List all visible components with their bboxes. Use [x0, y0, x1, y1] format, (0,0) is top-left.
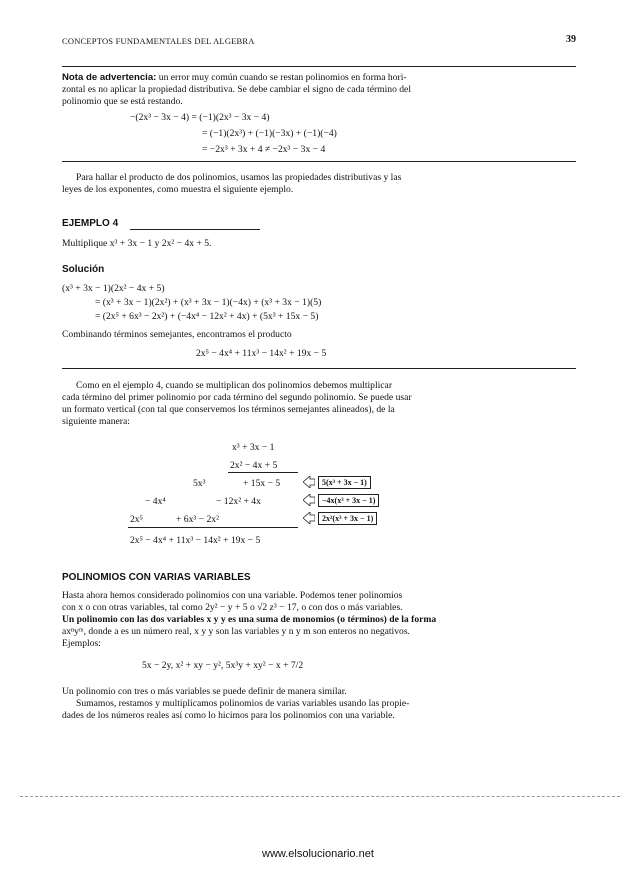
solution-heading: Solución: [62, 264, 105, 275]
scan-edge-line: [20, 796, 620, 797]
solution-line-1: (x³ + 3x − 1)(2x² − 4x + 5): [62, 283, 165, 294]
footer-url[interactable]: www.elsolucionario.net: [262, 848, 374, 860]
note-line-3: polinomio que se está restando.: [62, 96, 183, 107]
vertical-p1: Como en el ejemplo 4, cuando se multiplican dos polinomios debemos multiplicar: [76, 380, 393, 391]
vm-row-5b: + 6x³ − 2x²: [176, 514, 219, 525]
multi-l6: Un polinomio con tres o más variables se puede definir de manera similar.: [62, 686, 347, 697]
multi-examples: 5x − 2y, x² + xy − y², 5x³y + xy² − x + 7/2: [142, 660, 304, 671]
vm-row-4b: − 12x² + 4x: [216, 496, 261, 507]
note-eq-3: = −2x³ + 3x + 4 ≠ −2x³ − 3x − 4: [202, 144, 326, 155]
annotation-box-2: −4x(x³ + 3x − 1): [318, 494, 379, 507]
vertical-p2: cada término del primer polinomio por cada término del segundo polinomio. Se puede usar: [62, 392, 412, 403]
note-top-rule: [62, 66, 576, 67]
vm-row-3b: + 15x − 5: [243, 478, 281, 489]
multi-heading: POLINOMIOS CON VARIAS VARIABLES: [62, 572, 251, 583]
vm-row-6: 2x⁵ − 4x⁴ + 11x³ − 14x² + 19x − 5: [130, 535, 261, 546]
product-intro: [62, 172, 582, 196]
example-title: EJEMPLO 4: [62, 218, 119, 229]
vm-row-4a: − 4x⁴: [145, 496, 166, 507]
running-header: CONCEPTOS FUNDAMENTALES DEL ALGEBRA: [62, 36, 255, 46]
vertical-p3: un formato vertical (con tal que conservemos los términos semejantes alineados), de la: [62, 404, 395, 415]
vm-row-2: 2x² − 4x + 5: [230, 460, 278, 471]
note-line-2: zontal es no aplicar la propiedad distributiva. Se debe cambiar el signo de cada término del: [62, 84, 411, 95]
product-result: 2x⁵ − 4x⁴ + 11x³ − 14x² + 19x − 5: [196, 348, 327, 359]
multi-l5: Ejemplos:: [62, 638, 101, 649]
example-bottom-rule: [62, 368, 576, 369]
product-intro-line-2: leyes de los exponentes, como muestra el siguiente ejemplo.: [62, 184, 294, 195]
example-statement: Multiplique x³ + 3x − 1 y 2x² − 4x + 5.: [62, 238, 212, 249]
multi-paragraph: [62, 590, 582, 650]
note-block: [62, 72, 582, 108]
vm-rule-2: [128, 527, 298, 528]
multi-l2: con x o con otras variables, tal como 2y² − y + 5 o √2 z³ − 17, o con dos o más variables.: [62, 602, 403, 613]
product-intro-line-1: Para hallar el producto de dos polinomios, usamos las propiedades distributivas y las: [76, 172, 402, 183]
example-title-rule: [130, 229, 260, 230]
multi-l3: Un polinomio con las dos variables x y y es una suma de monomios (o términos) de la forma: [62, 614, 437, 625]
vertical-p4: siguiente manera:: [62, 416, 130, 427]
multi-closing: [62, 686, 582, 722]
arrow-left-icon: [303, 512, 315, 524]
vm-row-5a: 2x⁵: [130, 514, 143, 525]
note-bottom-rule: [62, 161, 576, 162]
vm-row-3a: 5x³: [193, 478, 206, 489]
multi-l8: dades de los números reales así como lo hicimos para los polinomios con una variable.: [62, 710, 395, 721]
multi-l1: Hasta ahora hemos considerado polinomios con una variable. Podemos tener polinomios: [62, 590, 403, 601]
vertical-paragraph: [62, 380, 582, 428]
note-eq-2: = (−1)(2x³) + (−1)(−3x) + (−1)(−4): [202, 128, 337, 139]
annotation-box-1: 5(x³ + 3x − 1): [318, 476, 371, 489]
multi-l4: axⁿyᵐ, donde a es un número real, x y y son las variables y n y m son enteros no negativos.: [62, 626, 410, 637]
vm-row-1: x³ + 3x − 1: [232, 442, 275, 453]
note-eq-1: −(2x³ − 3x − 4) = (−1)(2x³ − 3x − 4): [130, 112, 270, 123]
solution-line-2: = (x³ + 3x − 1)(2x²) + (x³ + 3x − 1)(−4x) + (x³ + 3x − 1)(5): [95, 297, 322, 308]
solution-line-3: = (2x⁵ + 6x³ − 2x²) + (−4x⁴ − 12x² + 4x) + (5x³ + 15x − 5): [95, 311, 319, 322]
arrow-left-icon: [303, 494, 315, 506]
multi-l7: Sumamos, restamos y multiplicamos polinomios de varias variables usando las propie-: [76, 698, 410, 709]
note-label: Nota de advertencia:: [62, 72, 157, 83]
annotation-box-3: 2x²(x³ + 3x − 1): [318, 512, 377, 525]
vm-rule-1: [228, 472, 298, 473]
arrow-left-icon: [303, 476, 315, 488]
page-number: 39: [566, 34, 576, 45]
note-line-1: un error muy común cuando se restan polinomios en forma hori-: [158, 72, 407, 83]
combine-text: Combinando términos semejantes, encontramos el producto: [62, 329, 292, 340]
